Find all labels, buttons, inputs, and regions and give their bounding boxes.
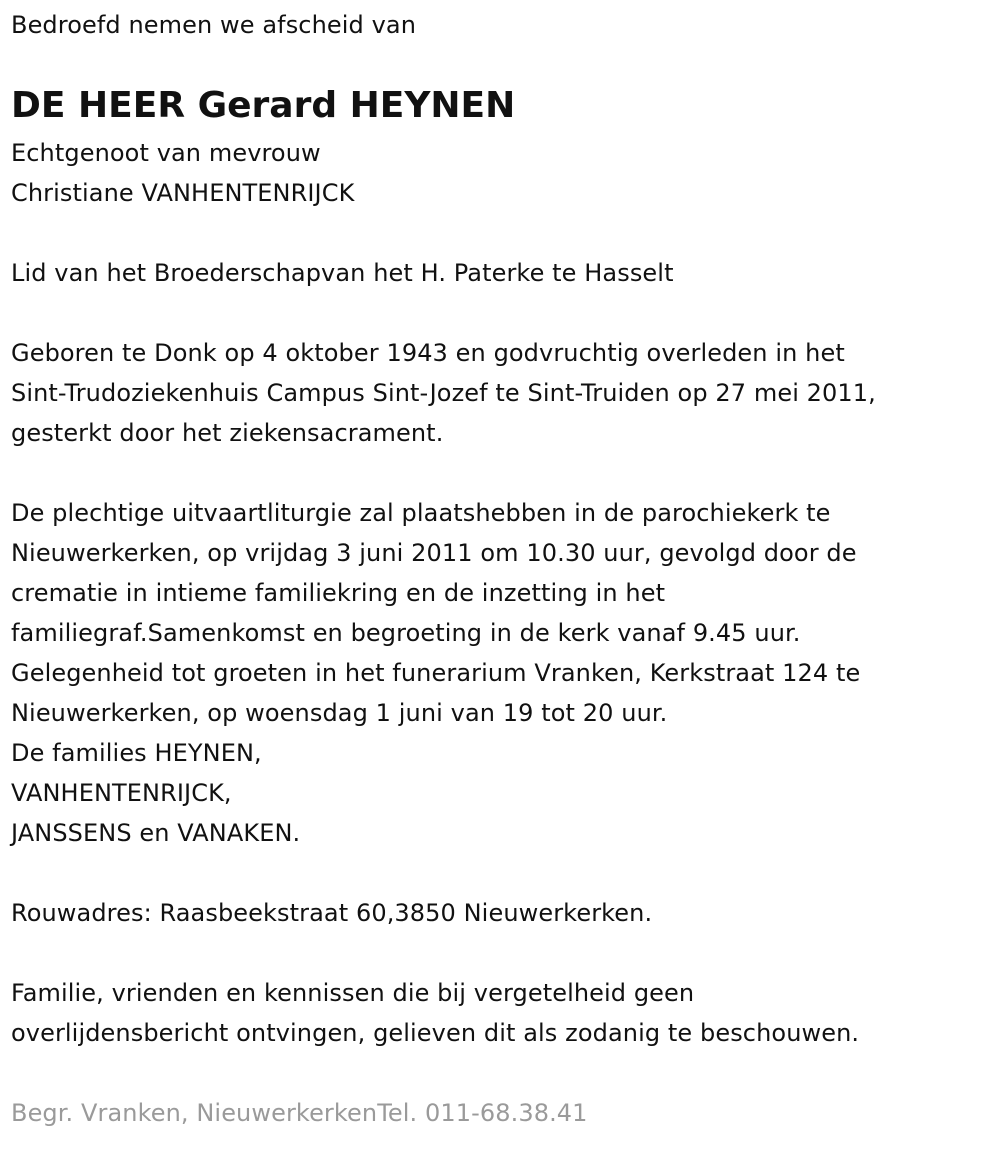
funeral-line: Gelegenheid tot groeten in het funerarium Vranken, Kerkstraat 124 te xyxy=(11,659,861,687)
notice-line: overlijdensbericht ontvingen, gelieven dit als zodanig te beschouwen. xyxy=(11,1019,860,1047)
birth-death-block xyxy=(11,333,876,453)
undertaker-info: Begr. Vranken, NieuwerkerkenTel. 011-68.38.41 xyxy=(11,1099,588,1127)
funeral-line: Nieuwerkerken, op vrijdag 3 juni 2011 om 10.30 uur, gevolgd door de xyxy=(11,539,857,567)
intro-text: Bedroefd nemen we afscheid van xyxy=(11,11,417,39)
family-line: De families HEYNEN, xyxy=(11,739,262,767)
membership-block xyxy=(11,253,674,293)
notice-line: Familie, vrienden en kennissen die bij vergetelheid geen xyxy=(11,979,695,1007)
mourning-address: Rouwadres: Raasbeekstraat 60,3850 Nieuwerkerken. xyxy=(11,899,653,927)
funeral-line: familiegraf.Samenkomst en begroeting in de kerk vanaf 9.45 uur. xyxy=(11,619,801,647)
family-line: VANHENTENRIJCK, xyxy=(11,779,232,807)
spouse-block xyxy=(11,133,354,213)
mourning-address-block xyxy=(11,893,652,933)
birth-death-line: Geboren te Donk op 4 oktober 1943 en godvruchtig overleden in het xyxy=(11,339,845,367)
funeral-line: crematie in intieme familiekring en de inzetting in het xyxy=(11,579,666,607)
notice-block xyxy=(11,973,859,1053)
family-line: JANSSENS en VANAKEN. xyxy=(11,819,301,847)
deceased-name: DE HEER Gerard HEYNEN xyxy=(11,85,516,126)
birth-death-line: gesterkt door het ziekensacrament. xyxy=(11,419,444,447)
funeral-line: De plechtige uitvaartliturgie zal plaatshebben in de parochiekerk te xyxy=(11,499,831,527)
spouse-line-2: Christiane VANHENTENRIJCK xyxy=(11,179,355,207)
funeral-line: Nieuwerkerken, op woensdag 1 juni van 19 tot 20 uur. xyxy=(11,699,668,727)
spouse-line-1: Echtgenoot van mevrouw xyxy=(11,139,321,167)
birth-death-line: Sint-Trudoziekenhuis Campus Sint-Jozef te Sint-Truiden op 27 mei 2011, xyxy=(11,379,876,407)
membership-text: Lid van het Broederschapvan het H. Paterke te Hasselt xyxy=(11,259,674,287)
funeral-block xyxy=(11,493,860,853)
